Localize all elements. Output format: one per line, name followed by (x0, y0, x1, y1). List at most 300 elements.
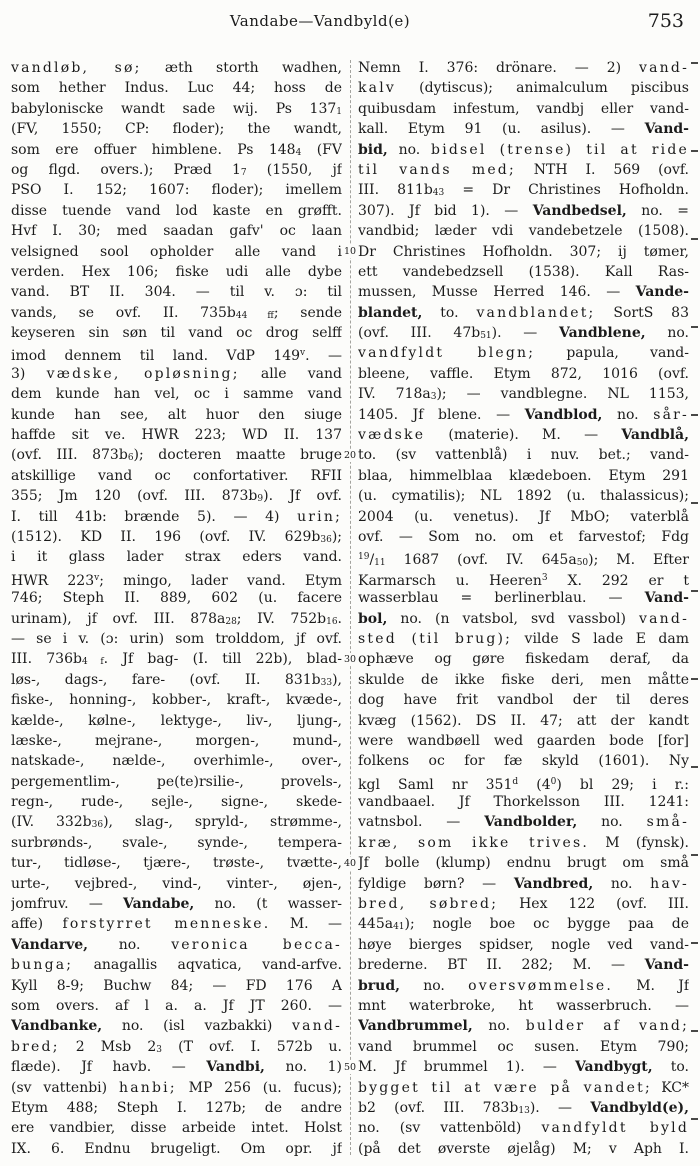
text-run: Hvf I. 30; med saadan gafv' oc laan (11, 223, 342, 240)
text-line (11, 1118, 342, 1138)
text-line (358, 466, 689, 486)
text-line (358, 1016, 689, 1036)
text-line (11, 282, 342, 302)
text-line (11, 711, 342, 731)
text-run: (4 (518, 776, 551, 793)
text-run: (FV (301, 141, 342, 158)
text-run: ) bl 29; i r.: (556, 776, 689, 793)
text-line (11, 853, 342, 873)
margin-ticks (691, 62, 698, 1152)
text-run: vandbid; læder vdi vandebetzele (1508). (358, 223, 689, 240)
text-line (358, 731, 689, 751)
line-number: 20 (343, 449, 357, 461)
text-line (358, 1037, 689, 1057)
reference-sub: 36 (91, 820, 104, 831)
text-run: 2 Msb 2 (59, 1038, 157, 1055)
text-line (11, 160, 342, 180)
text-run: tur-, tidløse-, tjære-, trøste-, tvætte-, (11, 855, 342, 872)
text-columns (11, 58, 689, 1159)
text-run: 3) (11, 365, 47, 382)
text-run: (T ovf. I. 572b u. (162, 1038, 342, 1055)
definition-spaced: vædske (358, 427, 426, 444)
text-run: 1405. Jf blene. — (358, 406, 525, 423)
text-run: kvæg (1562). DS II. 47; att der kandt (358, 712, 689, 729)
text-run: fyldige børn? — (358, 875, 514, 892)
text-run: Hex 122 (ovf. III. (498, 896, 689, 913)
definition-spaced: til vands med; (358, 161, 516, 178)
line-number: 30 (343, 653, 357, 665)
text-run: imod dennem til land. VdP 149 (11, 348, 301, 364)
text-line (358, 588, 689, 608)
text-run: 746; Steph II. 889, 602 (u. facere (11, 590, 342, 607)
text-line (358, 507, 689, 527)
text-run: . (337, 610, 342, 627)
definition-spaced: hanbi; (119, 1079, 177, 1096)
headword: Vandbanke, (11, 1018, 103, 1035)
text-line (11, 201, 342, 221)
reference-sub: 28 (225, 616, 237, 627)
text-run: . — (305, 348, 342, 364)
text-line (11, 629, 342, 649)
text-line (11, 670, 342, 690)
text-line (11, 935, 342, 955)
text-line (11, 262, 342, 282)
text-line (358, 527, 689, 547)
text-run: M. Jf brummel 1). — (358, 1059, 575, 1076)
text-line (358, 894, 689, 914)
text-line (11, 588, 342, 608)
text-line (358, 935, 689, 955)
text-run: papula, vand- (535, 345, 689, 362)
text-run: skulde de ikke fiske deri, men måtte (358, 671, 689, 688)
headword: brud, (358, 977, 401, 994)
reference-sub: 33 (320, 677, 333, 688)
text-line (358, 262, 689, 282)
text-run: mussen, Musse Herred 146. — (358, 284, 636, 301)
text-line (11, 649, 342, 669)
headword: Vand- (644, 590, 689, 607)
text-run: 355; Jm 120 (ovf. III. 873b (11, 488, 258, 505)
text-run: flæde). Jf havb. — (11, 1059, 207, 1076)
text-run: affe) (11, 916, 63, 933)
line-number: 50 (343, 1061, 357, 1073)
text-run: 1687 (ovf. IV. 645a (385, 552, 577, 568)
headword: Vand- (644, 957, 689, 974)
text-run: Dr Christines Hofholdn. 307; ij tømer, (358, 243, 689, 260)
text-line (358, 547, 689, 567)
text-line (358, 955, 689, 975)
text-run: quibusdam infestum, vandbj eller vand- (358, 100, 689, 117)
reference-sub: 3 (430, 392, 437, 403)
text-run: = Dr Christines Hofholdn. (444, 182, 689, 199)
text-run: I. till 41b: brænde 5). — 4) (11, 508, 298, 525)
text-run: Kyll 8-9; Buchw 84; — FD 176 A (11, 977, 342, 994)
text-line (11, 833, 342, 853)
reference-sub: 4 f (81, 657, 104, 668)
text-run: verden. Hex 106; fiske udi alle dybe (11, 263, 342, 280)
text-line (358, 323, 689, 343)
definition-spaced: vandblandet; (476, 304, 596, 321)
text-line (11, 547, 342, 567)
column-gutter (342, 58, 358, 1159)
text-run: no. = (626, 202, 689, 219)
text-run: M (fynsk). (589, 834, 689, 851)
reference-sub: 16 (326, 616, 338, 627)
definition-spaced: urin; (297, 508, 342, 525)
text-run: haffde sit ve. HWR 223; WD II. 137 (11, 427, 342, 444)
text-run: ovf. — Som no. om et farvestof; Fdg (358, 528, 689, 545)
text-run: dog have frit vandbol der til deres (358, 692, 689, 709)
text-run: NTH I. 569 (ovf. (515, 161, 689, 178)
text-run: no. (472, 1018, 526, 1035)
text-run: anagallis aqvatica, vand-arfve. (73, 957, 342, 974)
text-line (358, 812, 689, 832)
text-run: regn-, rude-, sejle-, signe-, skede- (11, 794, 342, 811)
text-run: IX. 6. Endnu brugeligt. Om opr. jf (11, 1140, 342, 1157)
text-run: vands, se ovf. II. 735b (11, 304, 236, 321)
text-run: velsigned sool opholder alle vand i (11, 243, 342, 260)
text-line (11, 731, 342, 751)
text-run: alle vand (239, 365, 342, 382)
text-run: no. (87, 936, 172, 953)
text-run: HWR 223 (11, 572, 95, 589)
text-run: ; sende (273, 304, 342, 321)
definition-spaced: bred, søbred; (358, 896, 499, 913)
text-run: ). Jf ovf. (263, 488, 342, 505)
text-line (11, 812, 342, 832)
text-line (11, 955, 342, 975)
text-run: to. (422, 304, 477, 321)
reference-sub: 9 (257, 494, 264, 505)
text-run: to. (sv vattenblå) i nuv. bet.; vand- (358, 447, 689, 464)
text-run: no. 1) (264, 1059, 342, 1076)
text-run: 445a (358, 916, 394, 933)
headword: Vandblene, (559, 325, 646, 342)
text-run: ett vandebedzsell (1538). Kall Ras- (358, 263, 689, 280)
text-line (358, 282, 689, 302)
text-run: no. (593, 875, 651, 892)
text-line (11, 914, 342, 934)
text-run: ), slag-, spryld-, strømme-, (103, 814, 342, 831)
text-line (358, 914, 689, 934)
definition-spaced: vandfyldt byld (541, 1120, 689, 1137)
text-run: ); docteren maatte bruge (133, 447, 342, 464)
headword: Vandbrummel, (358, 1018, 473, 1035)
text-line (11, 792, 342, 812)
text-line (358, 119, 689, 139)
text-run: 307). Jf bid 1). — (358, 202, 533, 219)
text-run: (sv vattenbi) (11, 1079, 119, 1096)
text-line (358, 99, 689, 119)
text-line (358, 1118, 689, 1138)
text-run: were wandbøell wed gaarden bode [for] (358, 732, 689, 749)
text-run: vatnsbol. — (358, 814, 485, 831)
text-line (11, 384, 342, 404)
text-run: (u. cymatilis); NL 1892 (u. thalassicus); (358, 488, 689, 505)
text-line (11, 242, 342, 262)
text-run: atskillige vand oc confortativer. RFII (11, 467, 342, 484)
text-line (11, 1139, 342, 1159)
text-run: blaa, himmelblaa klædeboen. Etym 291 (358, 467, 689, 484)
headword: Vandbolder, (484, 814, 578, 831)
text-run: og flgd. overs.); Præd 1 (11, 161, 241, 178)
text-run: KC* (651, 1079, 689, 1096)
text-line (11, 180, 342, 200)
text-line (358, 160, 689, 180)
text-run: (dytiscus); animalculum piscibus (396, 80, 689, 97)
definition-spaced: hav- (650, 875, 689, 892)
text-run: no. (645, 325, 689, 342)
definition-spaced: forstyrret menneske. (62, 916, 271, 933)
text-run: vand brummel oc susen. Etym 790; (358, 1038, 689, 1055)
text-run: no. (602, 406, 654, 423)
text-run: Etym 488; Steph I. 127b; de andre (11, 1099, 342, 1116)
text-run: ). — (529, 1099, 591, 1116)
text-run: kælde-, kølne-, lektyge-, liv-, ljung-, (11, 712, 342, 729)
text-line (358, 853, 689, 873)
superscript: v (94, 572, 100, 583)
text-run: dem kunde han vel, oc i samme vand (11, 386, 342, 403)
text-run: MP 256 (u. fucus); (176, 1079, 342, 1096)
text-run: vandbaael. Jf Thorkelsson III. 1241: (358, 794, 689, 811)
column-divider (350, 60, 351, 1155)
text-run: no. (n vatsbol, svd vassbol) (387, 610, 640, 627)
reference-sub: 50 (576, 558, 589, 568)
definition-spaced: bulder af vand; (525, 1018, 689, 1035)
text-run: 2004 (u. venetus). Jf MbO; vaterblå (358, 508, 689, 525)
text-line (11, 303, 342, 323)
text-run: disse tuende vand lod kaste en grøfft. (11, 202, 342, 219)
text-line (11, 751, 342, 771)
text-line (11, 1037, 342, 1057)
running-head: Vandabe—Vandbyld(e) (229, 12, 411, 30)
definition-spaced: veronica becca- (171, 936, 342, 953)
text-run: no. (387, 141, 432, 158)
reference-sub: 1 (336, 106, 342, 117)
reference-sub: 7 (240, 167, 247, 178)
definition-spaced: vand- (292, 1018, 342, 1035)
text-line (358, 180, 689, 200)
text-line (11, 1057, 342, 1077)
definition-spaced: vandfyldt blegn; (358, 345, 536, 362)
text-run: IV. 718a (358, 386, 431, 403)
headword: Vandbygt, (574, 1059, 653, 1076)
reference-sub: 4 (295, 147, 302, 158)
superscript: 3 (541, 572, 548, 583)
definition-spaced: kræ, som ikke trives. (358, 834, 589, 851)
definition-spaced: vand- (639, 610, 689, 627)
headword: Vandblod, (524, 406, 603, 423)
text-line (11, 405, 342, 425)
text-run: som overs. af l a. a. Jf JT 260. — (11, 997, 342, 1014)
text-run: ). — (491, 325, 560, 342)
text-run: natskade-, nælde-, overhimle-, over-, (11, 753, 342, 770)
text-run: ; mingo, lader vand. Etym (99, 572, 342, 589)
headword: Vandabe, (123, 896, 195, 913)
superscript: 0 (550, 776, 557, 787)
text-run: Jf bolle (klump) endnu brugt om små (358, 855, 689, 872)
text-run: (materie). M. — (425, 427, 622, 444)
text-line (358, 445, 689, 465)
text-run: ), (332, 671, 342, 688)
text-run: wasserblau = berlinerblau. — (358, 590, 645, 607)
text-run: ); (331, 528, 342, 545)
reference-sub: 6 (127, 453, 134, 464)
text-line (358, 792, 689, 812)
text-run: ere vandbier, disse arbeide intet. Holst (11, 1120, 342, 1137)
reference-sub: 13 (518, 1105, 530, 1116)
reference-sub: 36 (320, 534, 332, 545)
text-run: Karmarsch u. Heeren (358, 572, 542, 589)
text-run: (1550, jf (246, 161, 342, 178)
text-line (11, 894, 342, 914)
headword: Vandbyld(e), (590, 1099, 689, 1116)
text-line (358, 976, 689, 996)
text-run: — se i v. (ɔ: urin) som trolddom, jf ovf. (11, 630, 342, 647)
text-run: fiske-, honning-, kobber-, kraft-, kvæde-, (11, 692, 342, 709)
definition-spaced: kalv (358, 80, 397, 97)
text-run: no. (sv vattenböld) (358, 1120, 542, 1137)
text-run: keyseren sin søn til vand oc drog selff (11, 325, 342, 342)
text-line (358, 1078, 689, 1098)
text-run: som ere offuer himblene. Ps 148 (11, 141, 296, 158)
text-line (358, 140, 689, 160)
text-run: X. 292 er t (547, 572, 689, 589)
text-line (11, 425, 342, 445)
text-line (358, 486, 689, 506)
text-run: (ovf. III. 873b (11, 447, 128, 464)
text-run: / (369, 552, 375, 568)
text-line (11, 996, 342, 1016)
text-line (358, 425, 689, 445)
text-line (11, 874, 342, 894)
text-run: no. (t wasser- (194, 896, 342, 913)
text-run: kunde han see, alt huor den siuge (11, 406, 342, 423)
headword: Vandbred, (513, 875, 594, 892)
text-line (358, 78, 689, 98)
text-line (358, 670, 689, 690)
text-line (358, 711, 689, 731)
definition-spaced: vandløb, sø; (11, 60, 142, 76)
text-run: i it glass lader strax eders vand. (11, 549, 342, 566)
text-line (358, 242, 689, 262)
text-run: som hether Indus. Luc 44; hoss de (11, 80, 342, 97)
text-run: pergementlim-, pe(te)rsilie-, provels-, (11, 773, 342, 790)
text-line (358, 649, 689, 669)
left-column (11, 58, 342, 1159)
text-run: æth storth wadhen, (141, 60, 342, 76)
text-line (358, 772, 689, 792)
text-line (358, 751, 689, 771)
text-run: vand. BT II. 304. — til v. ɔ: til (11, 284, 342, 301)
text-line (358, 629, 689, 649)
text-line (358, 221, 689, 241)
headword: Vandbi, (206, 1059, 265, 1076)
headword: bol, (358, 610, 388, 627)
text-line (11, 486, 342, 506)
text-line (358, 833, 689, 853)
text-line (358, 201, 689, 221)
text-run: b2 (ovf. III. 783b (358, 1099, 519, 1116)
text-run: babyloniscke wandt sade wij. Ps 137 (11, 100, 337, 117)
text-line (11, 976, 342, 996)
text-run: . Jf bag- (I. till 22b), blad- (103, 651, 342, 668)
text-line (11, 507, 342, 527)
text-run: høye bierges spidser, nogle ved vand- (358, 936, 689, 953)
definition-spaced: små- (646, 814, 689, 831)
superscript: d (512, 776, 519, 787)
text-line (11, 527, 342, 547)
text-line (358, 609, 689, 629)
text-run: no. (400, 977, 469, 994)
text-line (11, 1016, 342, 1036)
reference-sub: 41 (393, 922, 405, 933)
text-run: ); nogle boe oc bygge paa de (404, 916, 689, 933)
text-run: III. 736b (11, 651, 82, 668)
text-run: kall. Etym 91 (u. asilus). — (358, 121, 645, 138)
text-run: PSO I. 152; 1607: floder); imellem (11, 182, 342, 199)
text-line (358, 1098, 689, 1118)
text-run: no. (isl vazbakki) (102, 1018, 293, 1035)
reference-sub: 43 (432, 188, 445, 199)
text-line (11, 466, 342, 486)
definition-spaced: vand- (639, 60, 689, 76)
text-run: løs-, dags-, fare- (ovf. II. 831b (11, 671, 321, 688)
text-line (11, 1098, 342, 1118)
text-line (358, 343, 689, 363)
text-line (11, 99, 342, 119)
text-run: (1512). KD II. 196 (ovf. IV. 629b (11, 528, 321, 545)
headword: blandet, (358, 304, 423, 321)
text-run: III. 811b (358, 182, 433, 199)
text-run: (ovf. III. 47b (358, 325, 481, 342)
text-line (11, 1078, 342, 1098)
headword: Vandbedsel, (532, 202, 627, 219)
line-number: 40 (343, 857, 357, 869)
text-run: to. (652, 1059, 689, 1076)
text-line (11, 690, 342, 710)
line-number: 10 (343, 245, 357, 257)
text-line (11, 78, 342, 98)
text-run: kgl Saml nr 351 (358, 776, 513, 793)
text-run: M. Jf (612, 977, 689, 994)
text-run: læske-, mejrane-, morgen-, mund-, (11, 732, 342, 749)
reference-sub: 44 ff (235, 310, 274, 321)
text-line (11, 140, 342, 160)
headword: Vand- (644, 121, 689, 138)
text-run: M. — (270, 916, 342, 933)
text-run: brederne. BT II. 282; M. — (358, 957, 645, 974)
text-run: ; IV. 752b (236, 610, 327, 627)
text-run: vilde S lade E dam (512, 630, 689, 647)
text-line (358, 874, 689, 894)
text-line (11, 568, 342, 588)
right-column (358, 58, 689, 1159)
reference-sub: 51 (480, 331, 492, 342)
superscript: v (300, 348, 306, 359)
text-run: (på det øverste øjelåg) M; v Aph I. (358, 1140, 689, 1157)
text-run: Nemn I. 376: drönare. — 2) (358, 60, 640, 76)
headword: Vandarve, (11, 936, 88, 953)
superscript: 19 (358, 552, 370, 563)
text-line (11, 221, 342, 241)
text-line (11, 323, 342, 343)
text-run: surbrønds-, svale-, synde-, tempera- (11, 834, 342, 851)
text-run: urinam), jf ovf. III. 878a (11, 610, 226, 627)
page-number: 753 (647, 10, 684, 32)
headword: Vandblå, (621, 427, 689, 444)
text-line (358, 1139, 689, 1159)
